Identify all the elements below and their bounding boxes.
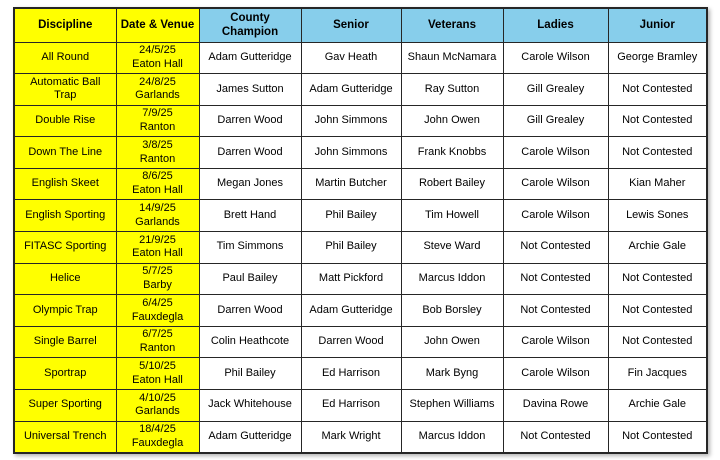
senior-cell: Gav Heath — [301, 42, 401, 74]
senior-cell: Mark Wright — [301, 421, 401, 453]
date-text: 4/10/25 — [139, 391, 176, 404]
table-header — [14, 8, 707, 42]
table-row — [14, 326, 707, 358]
column-header-junior: Junior — [608, 8, 707, 42]
junior-cell: Kian Maher — [608, 168, 707, 200]
table-row — [14, 358, 707, 390]
date-text: 21/9/25 — [139, 233, 176, 246]
ladies-cell: Gill Grealey — [503, 105, 608, 137]
senior-cell: Phil Bailey — [301, 200, 401, 232]
junior-cell: George Bramley — [608, 42, 707, 74]
ladies-cell: Carole Wilson — [503, 200, 608, 232]
senior-cell: Matt Pickford — [301, 263, 401, 295]
venue-text: Garlands — [135, 89, 180, 102]
date-text: 5/7/25 — [142, 265, 173, 278]
ladies-cell: Gill Grealey — [503, 74, 608, 106]
county-champion-cell: Phil Bailey — [199, 358, 301, 390]
date-text: 24/8/25 — [139, 75, 176, 88]
table-row — [14, 390, 707, 422]
venue-text: Eaton Hall — [132, 57, 183, 70]
ladies-cell: Carole Wilson — [503, 326, 608, 358]
veterans-cell: Ray Sutton — [401, 74, 503, 106]
results-table — [13, 7, 708, 454]
veterans-cell: Bob Borsley — [401, 295, 503, 327]
venue-text: Ranton — [139, 342, 176, 355]
date-venue-cell — [116, 105, 199, 137]
junior-cell: Archie Gale — [608, 390, 707, 422]
senior-cell: Martin Butcher — [301, 168, 401, 200]
ladies-cell: Carole Wilson — [503, 168, 608, 200]
junior-cell: Not Contested — [608, 421, 707, 453]
column-header-discipline: Discipline — [14, 8, 116, 42]
date-venue-cell — [116, 421, 199, 453]
date-venue-cell — [116, 74, 199, 106]
date-venue-cell — [116, 358, 199, 390]
veterans-cell: Tim Howell — [401, 200, 503, 232]
table-body — [14, 42, 707, 453]
junior-cell: Not Contested — [608, 137, 707, 169]
date-text: 3/8/25 — [142, 138, 173, 151]
senior-cell: Phil Bailey — [301, 232, 401, 264]
venue-text: Garlands — [135, 215, 180, 228]
venue-text: Eaton Hall — [132, 373, 183, 386]
senior-cell: John Simmons — [301, 105, 401, 137]
discipline-cell: Automatic Ball Trap — [14, 74, 116, 106]
county-champion-cell: Colin Heathcote — [199, 326, 301, 358]
table-row — [14, 200, 707, 232]
senior-cell: Ed Harrison — [301, 390, 401, 422]
discipline-cell: Single Barrel — [14, 326, 116, 358]
date-text: 5/10/25 — [139, 359, 176, 372]
county-champion-cell: James Sutton — [199, 74, 301, 106]
veterans-cell: Marcus Iddon — [401, 421, 503, 453]
date-venue-cell — [116, 137, 199, 169]
ladies-cell: Not Contested — [503, 421, 608, 453]
venue-text: Fauxdegla — [131, 436, 184, 449]
venue-text: Ranton — [139, 120, 176, 133]
county-champion-cell: Tim Simmons — [199, 232, 301, 264]
date-text: 8/6/25 — [142, 170, 173, 183]
veterans-cell: John Owen — [401, 326, 503, 358]
county-champion-cell: Darren Wood — [199, 105, 301, 137]
junior-cell: Archie Gale — [608, 232, 707, 264]
date-venue-cell — [116, 168, 199, 200]
ladies-cell: Not Contested — [503, 263, 608, 295]
column-header-date-venue: Date & Venue — [116, 8, 199, 42]
date-text: 6/7/25 — [142, 328, 173, 341]
ladies-cell: Carole Wilson — [503, 358, 608, 390]
column-header-county-champion: County Champion — [199, 8, 301, 42]
discipline-cell: Double Rise — [14, 105, 116, 137]
date-text: 14/9/25 — [139, 202, 176, 215]
discipline-cell: FITASC Sporting — [14, 232, 116, 264]
junior-cell: Not Contested — [608, 263, 707, 295]
county-champion-cell: Darren Wood — [199, 137, 301, 169]
veterans-cell: Mark Byng — [401, 358, 503, 390]
junior-cell: Not Contested — [608, 74, 707, 106]
junior-cell: Not Contested — [608, 295, 707, 327]
senior-cell: John Simmons — [301, 137, 401, 169]
date-venue-cell — [116, 390, 199, 422]
venue-text: Garlands — [135, 405, 180, 418]
veterans-cell: Robert Bailey — [401, 168, 503, 200]
veterans-cell: Frank Knobbs — [401, 137, 503, 169]
table-row — [14, 421, 707, 453]
column-header-ladies: Ladies — [503, 8, 608, 42]
table-row — [14, 74, 707, 106]
date-text: 18/4/25 — [139, 422, 176, 435]
table-row — [14, 42, 707, 74]
date-venue-cell — [116, 263, 199, 295]
veterans-cell: Marcus Iddon — [401, 263, 503, 295]
county-champion-cell: Adam Gutteridge — [199, 42, 301, 74]
junior-cell: Not Contested — [608, 326, 707, 358]
date-text: 7/9/25 — [142, 107, 173, 120]
ladies-cell: Carole Wilson — [503, 137, 608, 169]
junior-cell: Fin Jacques — [608, 358, 707, 390]
venue-text: Ranton — [139, 152, 176, 165]
table-row — [14, 137, 707, 169]
date-venue-cell — [116, 42, 199, 74]
discipline-cell: All Round — [14, 42, 116, 74]
results-table-container — [13, 7, 708, 454]
ladies-cell: Not Contested — [503, 295, 608, 327]
senior-cell: Adam Gutteridge — [301, 74, 401, 106]
date-venue-cell — [116, 232, 199, 264]
veterans-cell: Steve Ward — [401, 232, 503, 264]
discipline-cell: Helice — [14, 263, 116, 295]
date-venue-cell — [116, 200, 199, 232]
discipline-cell: Olympic Trap — [14, 295, 116, 327]
county-champion-cell: Brett Hand — [199, 200, 301, 232]
table-row — [14, 168, 707, 200]
venue-text: Barby — [143, 278, 172, 291]
ladies-cell: Not Contested — [503, 232, 608, 264]
venue-text: Fauxdegla — [131, 310, 184, 323]
junior-cell: Lewis Sones — [608, 200, 707, 232]
county-champion-cell: Darren Wood — [199, 295, 301, 327]
column-header-veterans: Veterans — [401, 8, 503, 42]
county-champion-cell: Jack Whitehouse — [199, 390, 301, 422]
header-row — [14, 8, 707, 42]
date-text: 24/5/25 — [139, 44, 176, 57]
discipline-cell: Universal Trench — [14, 421, 116, 453]
table-row — [14, 105, 707, 137]
county-champion-cell: Paul Bailey — [199, 263, 301, 295]
ladies-cell: Carole Wilson — [503, 42, 608, 74]
ladies-cell: Davina Rowe — [503, 390, 608, 422]
column-header-senior: Senior — [301, 8, 401, 42]
venue-text: Eaton Hall — [132, 184, 183, 197]
senior-cell: Darren Wood — [301, 326, 401, 358]
discipline-cell: Down The Line — [14, 137, 116, 169]
date-venue-cell — [116, 326, 199, 358]
table-row — [14, 232, 707, 264]
table-row — [14, 263, 707, 295]
senior-cell: Adam Gutteridge — [301, 295, 401, 327]
county-champion-cell: Megan Jones — [199, 168, 301, 200]
table-row — [14, 295, 707, 327]
senior-cell: Ed Harrison — [301, 358, 401, 390]
discipline-cell: English Sporting — [14, 200, 116, 232]
date-text: 6/4/25 — [142, 296, 173, 309]
venue-text: Eaton Hall — [132, 247, 183, 260]
county-champion-cell: Adam Gutteridge — [199, 421, 301, 453]
veterans-cell: Stephen Williams — [401, 390, 503, 422]
veterans-cell: John Owen — [401, 105, 503, 137]
discipline-cell: English Skeet — [14, 168, 116, 200]
junior-cell: Not Contested — [608, 105, 707, 137]
veterans-cell: Shaun McNamara — [401, 42, 503, 74]
date-venue-cell — [116, 295, 199, 327]
discipline-cell: Sportrap — [14, 358, 116, 390]
discipline-cell: Super Sporting — [14, 390, 116, 422]
